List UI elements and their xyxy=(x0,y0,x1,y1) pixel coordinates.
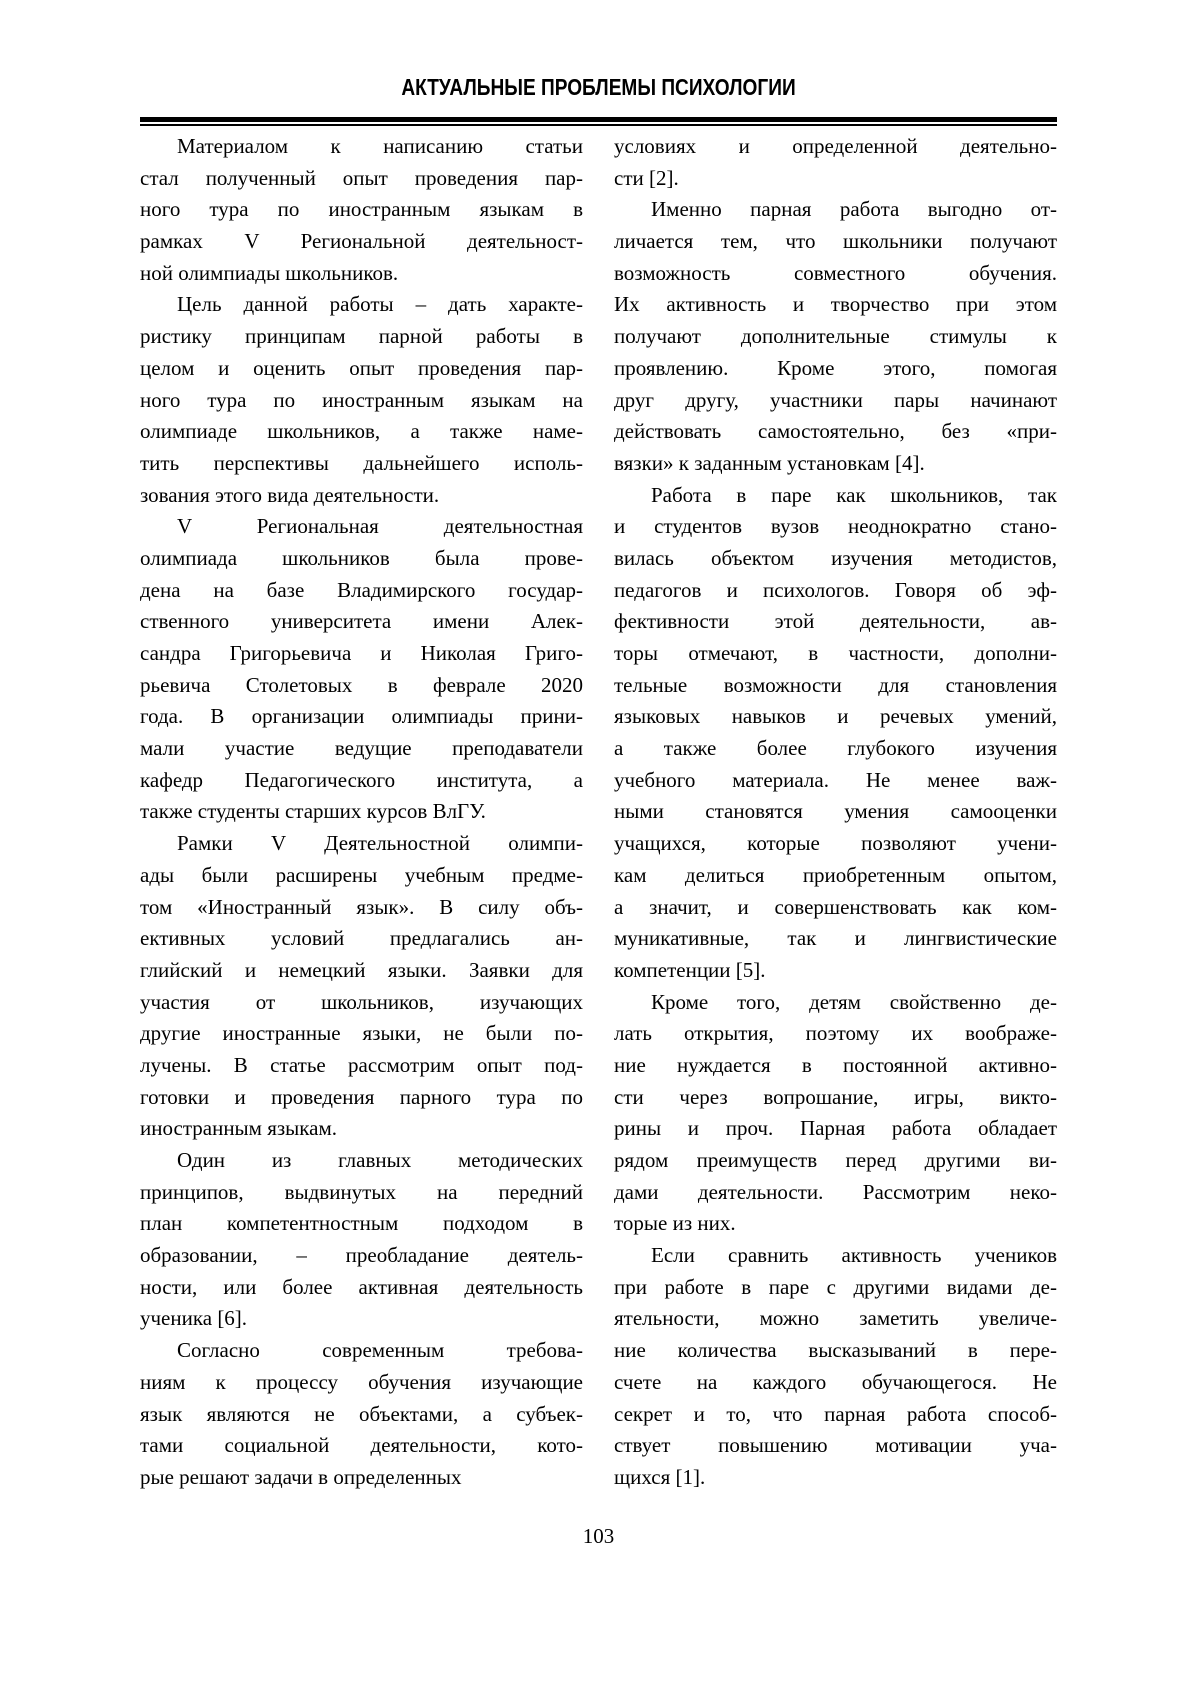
text-line: план компетентностным подходом в xyxy=(140,1211,583,1236)
text-line: образовании, – преобладание деятель- xyxy=(140,1243,583,1268)
text-line: секрет и то, что парная работа способ- xyxy=(614,1401,1057,1426)
text-line: друг другу, участники пары начинают xyxy=(614,387,1057,412)
text-line: лать открытия, поэтому их воображе- xyxy=(614,1021,1057,1046)
text-line: ности, или более активная деятельность xyxy=(140,1274,583,1299)
text-line: торые из них. xyxy=(614,1211,736,1236)
text-line: кафедр Педагогического института, а xyxy=(140,767,583,792)
text-line: ного тура по иностранным языкам на xyxy=(140,387,583,412)
header-rule xyxy=(140,117,1057,126)
text-line: учебного материала. Не менее важ- xyxy=(614,767,1057,792)
text-line: рамках V Региональной деятельност- xyxy=(140,229,583,254)
paragraph xyxy=(140,1145,583,1335)
text-line: ными становятся умения самооценки xyxy=(614,799,1057,824)
text-line: компетенции [5]. xyxy=(614,957,766,982)
paragraph xyxy=(614,1240,1057,1494)
text-line: тить перспективы дальнейшего исполь- xyxy=(140,450,583,475)
text-line: педагогов и психологов. Говоря об эф- xyxy=(614,577,1057,602)
text-line: Один из главных методических xyxy=(177,1148,583,1172)
text-line: при работе в паре с другими видами де- xyxy=(614,1274,1057,1299)
right-column xyxy=(614,131,1057,1494)
text-line: рядом преимуществ перед другими ви- xyxy=(614,1148,1057,1172)
text-line: Работа в паре как школьников, так xyxy=(651,482,1057,507)
text-line: также студенты старших курсов ВлГУ. xyxy=(140,799,486,824)
text-line: рьевича Столетовых в феврале 2020 xyxy=(140,672,583,697)
text-line: ученика [6]. xyxy=(140,1306,248,1331)
text-line: возможность совместного обучения. xyxy=(614,260,1057,285)
text-line: счете на каждого обучающегося. Не xyxy=(614,1369,1057,1394)
paragraph xyxy=(140,1335,583,1493)
text-line: муникативные, так и лингвистические xyxy=(614,926,1057,951)
text-line: ние количества высказываний в пере- xyxy=(614,1338,1057,1363)
page-number: 103 xyxy=(582,1524,615,1548)
text-line: тельные возможности для становления xyxy=(614,672,1057,697)
text-line: V Региональная деятельностная xyxy=(177,514,583,539)
text-line: мали участие ведущие преподаватели xyxy=(140,736,583,761)
text-line: Их активность и творчество при этом xyxy=(614,292,1057,317)
paragraph xyxy=(614,194,1057,479)
text-line: глийский и немецкий языки. Заявки для xyxy=(140,957,583,982)
text-line: сти [2]. xyxy=(614,165,679,190)
text-line: сандра Григорьевича и Николая Григо- xyxy=(140,641,583,665)
text-line: а значит, и совершенствовать как ком- xyxy=(614,894,1057,919)
text-line: сти через вопрошание, игры, викто- xyxy=(614,1084,1057,1109)
text-line: ние нуждается в постоянной активно- xyxy=(614,1052,1057,1077)
text-line: Материалом к написанию статьи xyxy=(177,134,583,158)
paragraph xyxy=(140,131,583,289)
text-line: вязки» к заданным установкам [4]. xyxy=(614,450,925,475)
text-line: язык являются не объектами, а субъек- xyxy=(140,1401,583,1426)
text-line: готовки и проведения парного тура по xyxy=(140,1084,583,1109)
text-line: языковых навыков и речевых умений, xyxy=(614,704,1057,729)
text-line: вилась объектом изучения методистов, xyxy=(614,545,1057,570)
left-column xyxy=(140,131,583,1494)
text-line: олимпиада школьников была прове- xyxy=(140,545,583,570)
text-line: ствует повышению мотивации уча- xyxy=(614,1433,1057,1458)
text-line: Цель данной работы – дать характе- xyxy=(177,292,583,317)
text-line: Если сравнить активность учеников xyxy=(651,1243,1057,1268)
text-line: ятельности, можно заметить увеличе- xyxy=(614,1306,1057,1331)
text-line: учащихся, которые позволяют учени- xyxy=(614,831,1057,856)
text-line: ристику принципам парной работы в xyxy=(140,324,583,349)
text-line: рины и проч. Парная работа обладает xyxy=(614,1116,1057,1141)
text-line: лучены. В статье рассмотрим опыт под- xyxy=(140,1052,583,1077)
text-line: года. В организации олимпиады прини- xyxy=(140,704,583,729)
text-line: кам делиться приобретенным опытом, xyxy=(614,862,1057,887)
text-line: Именно парная работа выгодно от- xyxy=(651,197,1057,222)
text-line: зования этого вида деятельности. xyxy=(140,482,440,507)
text-line: рые решают задачи в определенных xyxy=(140,1464,462,1489)
text-line: фективности этой деятельности, ав- xyxy=(614,609,1057,634)
text-line: тами социальной деятельности, кото- xyxy=(140,1433,583,1458)
text-line: иностранным языкам. xyxy=(140,1116,338,1141)
text-line: ниям к процессу обучения изучающие xyxy=(140,1369,583,1394)
text-line: Согласно современным требова- xyxy=(177,1338,583,1363)
text-line: дами деятельности. Рассмотрим неко- xyxy=(614,1179,1057,1204)
text-line: проявлению. Кроме этого, помогая xyxy=(614,355,1057,380)
text-line: принципов, выдвинутых на передний xyxy=(140,1179,583,1204)
text-line: стал полученный опыт проведения пар- xyxy=(140,165,583,190)
text-line: том «Иностранный язык». В силу объ- xyxy=(140,894,583,919)
text-line: Кроме того, детям свойственно де- xyxy=(651,989,1057,1014)
text-line: личается тем, что школьники получают xyxy=(614,229,1057,254)
text-line: целом и оценить опыт проведения пар- xyxy=(140,355,583,380)
text-line: Рамки V Деятельностной олимпи- xyxy=(177,831,583,856)
text-line: и студентов вузов неоднократно стано- xyxy=(614,514,1057,539)
text-line: действовать самостоятельно, без «при- xyxy=(614,419,1057,444)
paragraph xyxy=(614,987,1057,1241)
text-line: ективных условий предлагались ан- xyxy=(140,926,583,951)
text-line: торы отмечают, в частности, дополни- xyxy=(614,641,1057,665)
text-columns xyxy=(140,131,1057,1494)
text-line: олимпиаде школьников, а также наме- xyxy=(140,419,583,444)
text-line: ной олимпиады школьников. xyxy=(140,260,399,285)
text-line: условиях и определенной деятельно- xyxy=(614,134,1057,158)
text-line: ственного университета имени Алек- xyxy=(140,609,583,634)
paragraph xyxy=(614,480,1057,987)
text-line: участия от школьников, изучающих xyxy=(140,989,583,1014)
paragraph xyxy=(140,511,583,828)
paragraph xyxy=(614,131,1057,194)
text-line: получают дополнительные стимулы к xyxy=(614,324,1057,349)
text-line: ады были расширены учебным предме- xyxy=(140,862,583,887)
running-head-title: АКТУАЛЬНЫЕ ПРОБЛЕМЫ ПСИХОЛОГИИ xyxy=(401,74,796,100)
text-line: другие иностранные языки, не были по- xyxy=(140,1021,583,1046)
paragraph xyxy=(140,289,583,511)
paragraph xyxy=(140,828,583,1145)
text-line: а также более глубокого изучения xyxy=(614,736,1057,761)
text-line: щихся [1]. xyxy=(614,1464,706,1489)
text-line: ного тура по иностранным языкам в xyxy=(140,197,583,222)
text-line: дена на базе Владимирского государ- xyxy=(140,577,583,602)
